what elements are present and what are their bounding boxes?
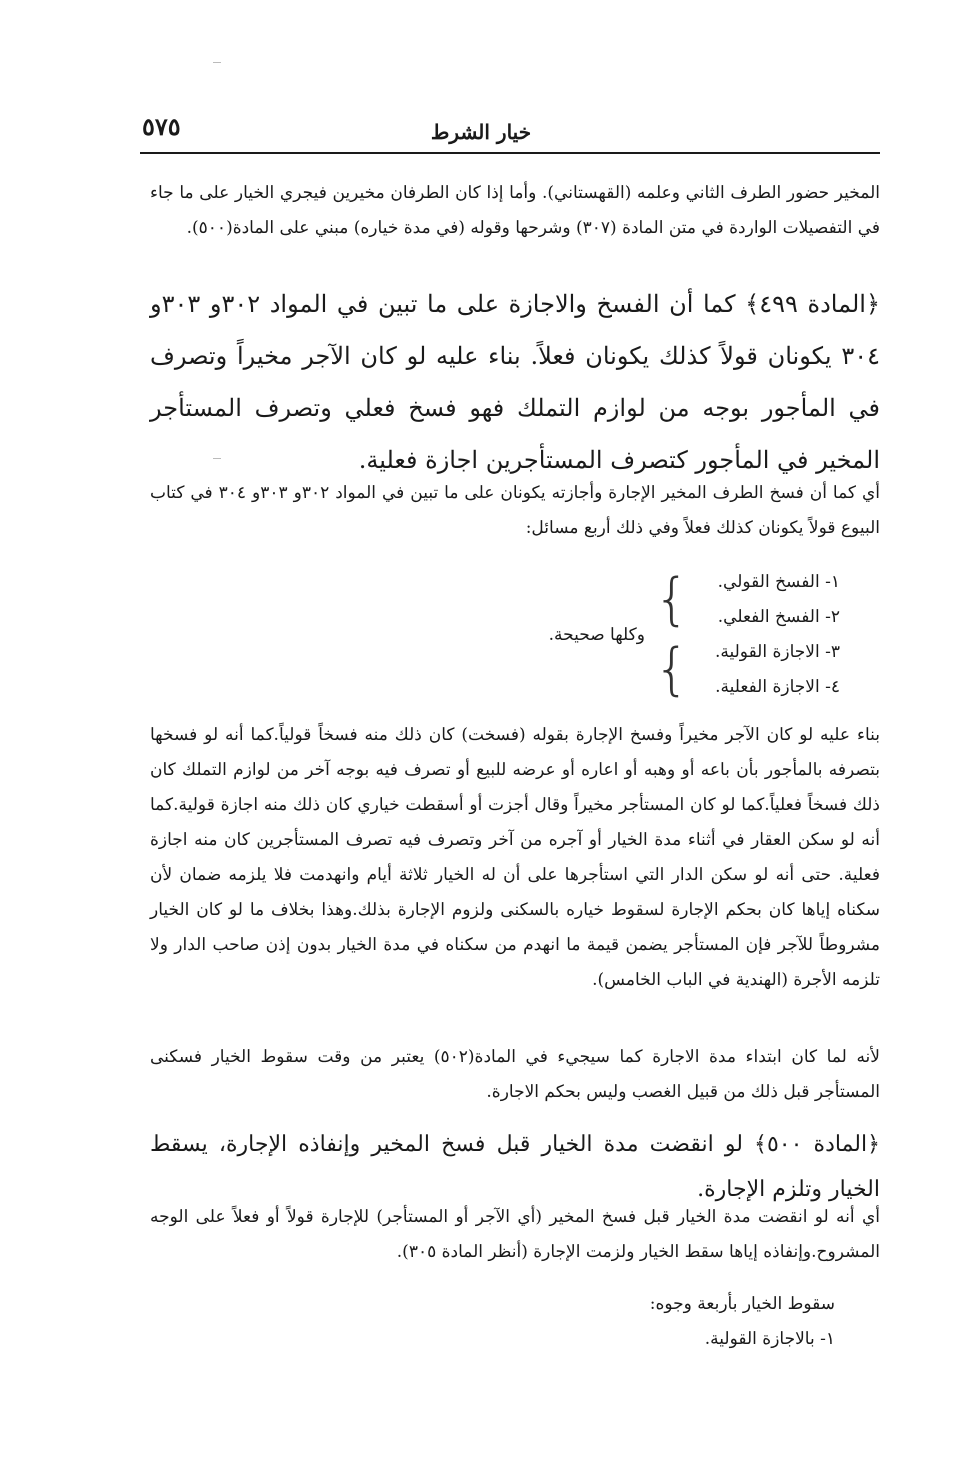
running-header-title: خيار الشرط <box>430 120 532 144</box>
article-499: ﴿المادة ٤٩٩﴾ كما أن الفسخ والاجازة على ما تبين في المواد ٣٠٢و ٣٠٣و ٣٠٤ يكونان قولاً كذلك يكونان فعلاً. بناء عليه لو كان الآجر مخيراً وتصرف في المأجور بوجه من لوازم التملك فهو فسخ فعلي وتصرف المستأجر المخير في المأجور كتصرف المستأجرين اجازة فعلية. <box>150 290 881 474</box>
list-item: ٤- الاجازة الفعلية. <box>715 677 840 697</box>
commentary-paragraph: المخير حضور الطرف الثاني وعلمه (القهستاني). وأما إذا كان الطرفان مخيرين فيجري الخيار على ما جاء في التفصيلات الواردة في متن المادة (٣٠٧) وشرحها وقوله (في مدة خياره) مبني على المادة(٥٠٠). <box>150 183 880 238</box>
issues-note: وكلها صحيحة. <box>548 625 645 645</box>
grouping-brace: { <box>654 567 690 632</box>
issues-list <box>620 565 840 705</box>
commentary-paragraph: سقوط الخيار بأربعة وجوه: <box>649 1294 835 1314</box>
commentary-paragraph: أي أنه لو انقضت مدة الخيار قبل فسخ المخير (أي الآجر أو المستأجر) للإجارة قولاً أو فعلاً على الوجه المشروح.وإنفاذه إياها سقط الخيار ولزمت الإجارة (أنظر المادة ٣٠٥). <box>150 1207 880 1262</box>
article-500: ﴿المادة ٥٠٠﴾ لو انقضت مدة الخيار قبل فسخ المخير وإنفاذه الإجارة، يسقط الخيار وتلزم الإجارة. <box>150 1132 881 1202</box>
grouping-brace: { <box>654 637 690 702</box>
list-item: ٢- الفسخ الفعلي. <box>717 607 840 627</box>
list-item: ١- الفسخ القولي. <box>717 572 840 592</box>
commentary-paragraph: لأنه لما كان ابتداء مدة الاجارة كما سيجيء في المادة(٥٠٢) يعتبر من وقت سقوط الخيار فسكنى المستأجر قبل ذلك من قبيل الغصب وليس بحكم الاجارة. <box>150 1047 880 1102</box>
list-item: ١- بالاجازة القولية. <box>704 1329 835 1349</box>
page-number: ٥٧٥ <box>142 112 181 141</box>
list-item: ٣- الاجازة القولية. <box>714 642 840 662</box>
header-rule <box>140 152 880 154</box>
margin-mark <box>213 62 221 63</box>
commentary-paragraph: أي كما أن فسخ الطرف المخير الإجارة وأجازته يكونان على ما تبين في المواد ٣٠٢و ٣٠٣و ٣٠٤ في كتاب البيوع قولاً يكونان كذلك فعلاً وفي ذلك أربع مسائل: <box>150 483 880 538</box>
commentary-paragraph: بناء عليه لو كان الآجر مخيراً وفسخ الإجارة بقوله (فسخت) كان ذلك منه فسخاً قولياً.كما أنه لو فسخها بتصرفه بالمأجور بأن باعه أو وهبه أو اعاره أو عرضه للبيع أو تصرف فيه بوجه آخر من لوازم التملك كان ذلك فسخاً فعلياً.كما لو كان المستأجر مخيراً وقال أجزت أو أسقطت خياري كان ذلك منه اجازة قولية.كما أنه لو سكن العقار في أثناء مدة الخيار أو آجره من آخر وتصرف فيه تصرف المستأجرين كان منه اجازة فعلية. حتى أنه لو سكن الدار التي استأجرها على أن له الخيار ثلاثة أيام وانهدمت فلا يلزمه ضمان لأن سكناه إياها كان بحكم الإجارة لسقوط خياره بالسكنى ولزوم الإجارة بذلك.وهذا بخلاف ما لو كان الخيار مشروطاً للآجر فإن المستأجر يضمن قيمة ما انهدم من سكناه في مدة الخيار بدون إذن صاحب الدار ولا تلزمه الأجرة (الهندية في الباب الخامس). <box>150 725 880 990</box>
